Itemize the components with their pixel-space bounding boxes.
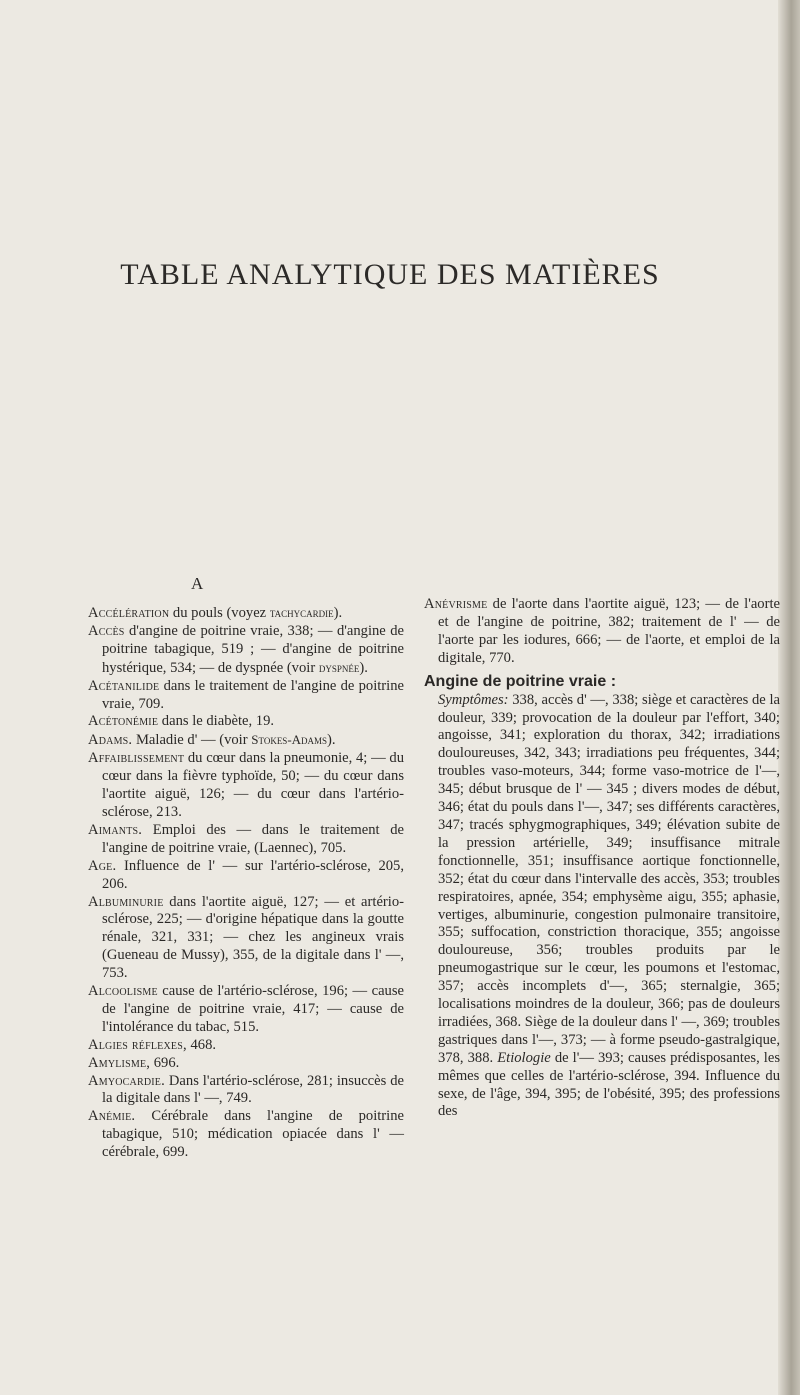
- symptoms-text: 338, accès d' —, 338; siège et caractères de la douleur, 339; provocation de la douleur par l'effort, 340; angoisse, 341; exploration du thorax, 342; irradiations douloureuses, 342, 343; irradiations peu fréquentes, 344; troubles vaso-moteurs, 344; forme vaso-motrice de l'—, 345; début brusque de l' — 345 ; divers modes de début, 346; état du pouls dans l'—, 347; ses différents caractères, 347; tracés sphygmographiques, 349; élévation subite de la pression artérielle, 349; insuffisance mitrale fonctionnelle, 351; insuffisance aortique fonctionnelle, 352; état du cœur dans l'intervalle des accès, 353; troubles respiratoires, apnée, 354; emphysème aigu, 355; aphasie, vertiges, albuminurie, congestion pulmonaire transitoire, 355; suffocation, constriction thoracique, 355; angoisse douloureuse, 356; troubles produits par le pneumogastrique sur le cœur, les poumons et l'estomac, 357; accès incomplets d'—, 365; sternalgie, 365; localisations moindres de la douleur, 366; pas de douleurs irradiées, 368. Siège de la douleur dans l' —, 369; troubles gastriques dans l'—, 373; — à forme pseudo-gastralgique, 378, 388.: [438, 691, 780, 1066]
- entry-text: dans le traitement de l'angine de poitrine vraie, 709.: [102, 677, 404, 712]
- index-entry: [88, 623, 404, 678]
- index-entry: [424, 596, 780, 668]
- entry-term: Adams.: [88, 732, 133, 749]
- index-entry: [88, 1055, 404, 1073]
- entry-text: Maladie d' — (voir: [132, 732, 252, 749]
- etiology-text: de l'— 393; causes prédisposantes, les mêmes que celles de l'artério-sclérose, 394. Influence du sexe, de l'âge, 394, 395; de l'obésité, 395; des professions des: [438, 1049, 781, 1120]
- entry-ref: tachycardie: [269, 605, 334, 620]
- entry-text: du pouls (voyez: [169, 605, 270, 621]
- entry-term: Acétanilide: [88, 677, 160, 694]
- index-entry: [88, 1073, 404, 1109]
- index-entry: [88, 750, 404, 822]
- entry-ref: dyspnée: [318, 659, 360, 675]
- entry-text: dans le diabète, 19.: [158, 713, 275, 730]
- index-entry: [88, 1108, 404, 1162]
- symptoms-label: Symptômes:: [438, 691, 509, 708]
- entry-text: Dans l'artério-sclérose, 281; insuccès de la digitale dans l' —, 749.: [102, 1072, 404, 1107]
- entry-term: Albuminurie: [88, 893, 164, 910]
- entry-term: Anévrisme: [424, 596, 488, 612]
- symptoms-paragraph: [424, 692, 780, 1122]
- index-entry: [88, 713, 404, 731]
- section-letter: A: [191, 574, 204, 593]
- right-column: [424, 596, 780, 1121]
- entry-term: Amyocardie.: [88, 1072, 165, 1089]
- entry-term: Algies réflexes,: [88, 1036, 187, 1053]
- entry-term: Age.: [88, 857, 117, 874]
- index-entry: [88, 983, 404, 1037]
- index-entry: [88, 678, 404, 714]
- entry-ref: Stokes-Adams: [251, 732, 328, 748]
- entry-text: du cœur dans la pneumonie, 4; — du cœur dans la fièvre typhoïde, 50; — du cœur dans l'aortite aiguë, 126; — du cœur dans l'artério-sclérose, 213.: [102, 750, 404, 820]
- entry-end: ).: [359, 659, 368, 676]
- entry-text: cause de l'artério-sclérose, 196; — cause de l'angine de poitrine vraie, 417; — cause de l'intolérance du tabac, 515.: [102, 983, 404, 1035]
- left-column: [88, 604, 404, 1162]
- entry-term: Alcoolisme: [88, 983, 158, 1000]
- entry-term: Accélération: [88, 605, 170, 621]
- index-entry: [88, 731, 404, 750]
- section-heading: Angine de poitrine vraie :: [424, 672, 617, 690]
- index-entry: [88, 822, 404, 858]
- entry-term: Aimants.: [88, 821, 143, 838]
- page-title: TABLE ANALYTIQUE DES MATIÈRES: [120, 258, 660, 291]
- entry-text: de l'aorte dans l'aortite aiguë, 123; — de l'aorte et de l'angine de poitrine, 382; traitement de l' — de l'aorte par les iodures, 666; — de l'aorte, et emploi de la digitale, 770.: [438, 596, 780, 666]
- entry-term: Acétonémie: [88, 713, 159, 730]
- page-edge-shadow: [778, 0, 800, 1395]
- index-entry: [88, 858, 404, 894]
- entry-text: d'angine de poitrine vraie, 338; — d'angine de poitrine tabagique, 519 ; — d'angine de poitrine hystérique, 534; — de dyspnée (voir: [102, 622, 404, 676]
- entry-term: Accès: [88, 622, 125, 639]
- entry-text: dans l'aortite aiguë, 127; — et artério-sclérose, 225; — d'origine hépatique dans la goutte rénale, 321, 331; — chez les angineux vrais (Gueneau de Mussy), 355, de la digitale dans l' —, 753.: [102, 893, 404, 982]
- entry-text: Cérébrale dans l'angine de poitrine tabagique, 510; médication opiacée dans l' — cérébrale, 699.: [102, 1108, 404, 1161]
- entry-text: 468.: [186, 1036, 217, 1053]
- etiology-label: Etiologie: [497, 1049, 551, 1066]
- index-entry: [88, 604, 404, 623]
- entry-text: Influence de l' — sur l'artério-sclérose, 205, 206.: [102, 857, 404, 892]
- entry-term: Affaiblissement: [88, 750, 185, 767]
- index-entry: [88, 1037, 404, 1055]
- entry-text: Emploi des — dans le traitement de l'angine de poitrine vraie, (Laennec), 705.: [102, 821, 404, 856]
- index-entry: [88, 894, 404, 984]
- entry-term: Anémie.: [88, 1108, 136, 1125]
- entry-end: ).: [333, 605, 343, 621]
- entry-end: ).: [327, 732, 336, 749]
- entry-term: Amylisme,: [88, 1054, 151, 1071]
- entry-text: 696.: [150, 1054, 180, 1071]
